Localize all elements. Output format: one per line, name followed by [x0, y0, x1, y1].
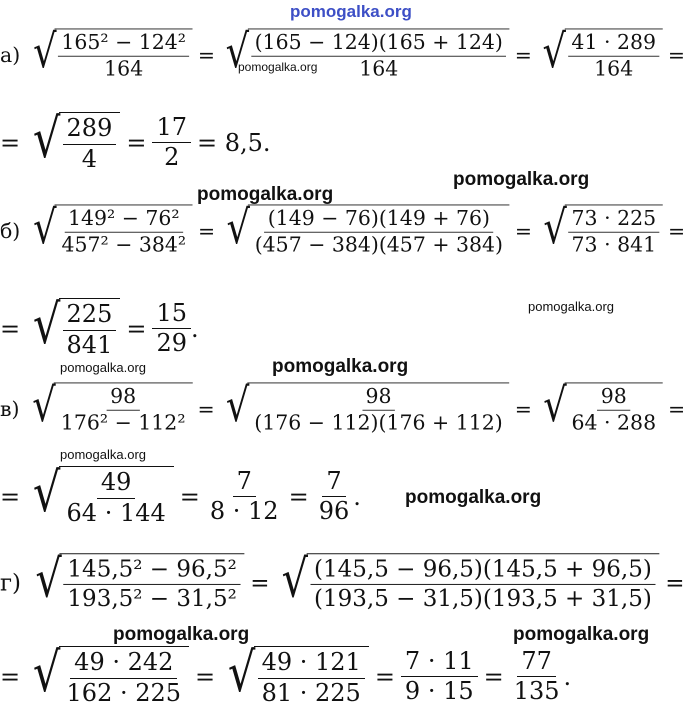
sqrt — [537, 378, 663, 435]
radical-sign: √ — [228, 641, 256, 704]
radical-sign: √ — [542, 378, 567, 432]
equals-sign: = — [514, 42, 532, 67]
fraction: $\frac{289}{4}$ — [63, 115, 117, 173]
equals-sign: = — [126, 314, 147, 343]
watermark: pomogalka.org — [453, 169, 590, 190]
equals-sign: = — [288, 482, 309, 511]
equals-sign: = — [195, 662, 216, 691]
watermark: pomogalka.org — [113, 624, 250, 645]
watermark: pomogalka.org — [197, 184, 334, 205]
result: = 8,5. — [197, 128, 271, 157]
watermark: pomogalka.org — [528, 299, 614, 314]
radical-sign: √ — [32, 378, 56, 432]
fraction: $\frac{(165 - 124)(165 + 124)}{164}$ — [251, 31, 506, 81]
fraction: $\frac{7}{96}$ — [318, 466, 350, 526]
radical-sign: √ — [281, 548, 309, 609]
fraction: $\frac{49}{64 \cdot 144}$ — [66, 468, 166, 527]
equals-sign: = — [667, 42, 686, 67]
equals-sign: = — [0, 662, 21, 691]
fraction: $\frac{(149 - 76)(149 + 76)}{(457 - 384)(457 + 384)}$ — [254, 206, 503, 257]
watermark: pomogalka.org — [60, 360, 146, 375]
sqrt — [220, 24, 509, 81]
equals-sign: = — [374, 662, 395, 691]
fraction: $\frac{49 \cdot 242}{162 \cdot 225}$ — [66, 648, 182, 707]
fraction: $\frac{7}{8 \cdot 12}$ — [209, 466, 279, 526]
problem-label: г) — [0, 569, 22, 597]
watermark: pomogalka.org — [272, 356, 409, 377]
problem-label: в) — [0, 396, 20, 421]
radical-sign: √ — [32, 461, 61, 524]
equals-sign: = — [250, 569, 270, 597]
watermark-top: pomogalka.org — [290, 2, 412, 21]
problem-v-line1 — [0, 378, 690, 435]
sqrt — [26, 293, 120, 359]
fraction: $\frac{(145,5 - 96,5)(145,5 + 96,5)}{(193,5 - 31,5)(193,5 + 31,5)}$ — [310, 556, 655, 612]
sqrt — [221, 641, 369, 707]
fraction: $\frac{98}{\text{176² − 112²}}$ — [60, 384, 186, 435]
fraction: $\frac{\text{165² − 124²}}{164}$ — [58, 31, 189, 81]
fraction: $\frac{98}{(176 - 112)(176 + 112)}$ — [254, 384, 503, 435]
problem-a-line1 — [0, 24, 690, 81]
radical-sign: √ — [32, 107, 61, 170]
fraction: $\frac{77}{135}$ — [513, 646, 560, 706]
sqrt — [220, 378, 510, 435]
equals-sign: = — [0, 314, 21, 343]
equals-sign: = — [197, 42, 216, 67]
fraction: $\frac{\text{149² − 76²}}{\text{457² − 384²}}$ — [61, 206, 187, 257]
sqrt — [220, 200, 509, 257]
radical-sign: √ — [542, 200, 567, 254]
watermark: pomogalka.org — [60, 447, 146, 462]
fraction: $\frac{15}{29}$ — [152, 300, 191, 358]
sqrt — [537, 24, 663, 81]
watermark: pomogalka.org — [238, 60, 318, 74]
fraction: $\frac{73 \cdot 225}{73 \cdot 841}$ — [568, 207, 659, 257]
sqrt — [275, 548, 659, 612]
watermark: pomogalka.org — [405, 487, 542, 508]
equals-sign: = — [514, 396, 532, 421]
sqrt — [27, 24, 193, 81]
problem-g-line2 — [0, 641, 572, 707]
problem-g-line1 — [0, 548, 690, 612]
radical-sign: √ — [32, 293, 61, 356]
fraction: $\frac{98}{64 \cdot 288}$ — [571, 384, 657, 435]
radical-sign: √ — [32, 200, 57, 254]
problem-label: б) — [0, 218, 21, 243]
watermark: pomogalka.org — [513, 624, 650, 645]
equals-sign: = — [0, 128, 21, 157]
sqrt — [26, 461, 174, 527]
radical-sign: √ — [32, 24, 57, 78]
period: . — [191, 314, 199, 343]
sqrt — [26, 378, 192, 435]
fraction: $\frac{17}{2}$ — [152, 114, 191, 172]
equals-sign: = — [668, 396, 686, 421]
radical-sign: √ — [226, 200, 250, 254]
equals-sign: = — [179, 482, 200, 511]
sqrt — [26, 107, 120, 173]
radical-sign: √ — [542, 24, 567, 78]
equals-sign: = — [483, 662, 504, 691]
period: . — [563, 662, 572, 691]
problem-b-line2 — [0, 293, 199, 359]
equals-sign: = — [197, 396, 215, 421]
problem-b-line1 — [0, 200, 690, 257]
radical-sign: √ — [225, 378, 250, 432]
fraction: $\frac{\text{145,5² − 96,5²}}{\text{193,5² − 31,5²}}$ — [64, 556, 241, 612]
radical-sign: √ — [35, 548, 62, 609]
radical-sign: √ — [32, 641, 61, 704]
problem-a-line2 — [0, 107, 277, 173]
equals-sign: = — [514, 218, 533, 243]
radical-sign: √ — [226, 24, 250, 78]
equals-sign: = — [665, 569, 685, 597]
sqrt — [27, 200, 193, 257]
sqrt — [26, 641, 189, 707]
equals-sign: = — [668, 218, 686, 243]
fraction: $\frac{225}{841}$ — [63, 301, 117, 359]
period: . — [353, 482, 361, 511]
sqrt — [537, 200, 663, 257]
equals-sign: = — [126, 128, 147, 157]
fraction: $\frac{49 \cdot 121}{81 \cdot 225}$ — [258, 649, 365, 707]
equals-sign: = — [0, 482, 21, 511]
problem-v-line2 — [0, 461, 361, 527]
fraction: $\frac{41 \cdot 289}{164}$ — [568, 31, 659, 81]
sqrt — [29, 548, 245, 612]
fraction: $\frac{7 \cdot 11}{9 \cdot 15}$ — [401, 648, 478, 706]
problem-label: а) — [0, 42, 21, 67]
equals-sign: = — [198, 218, 216, 243]
